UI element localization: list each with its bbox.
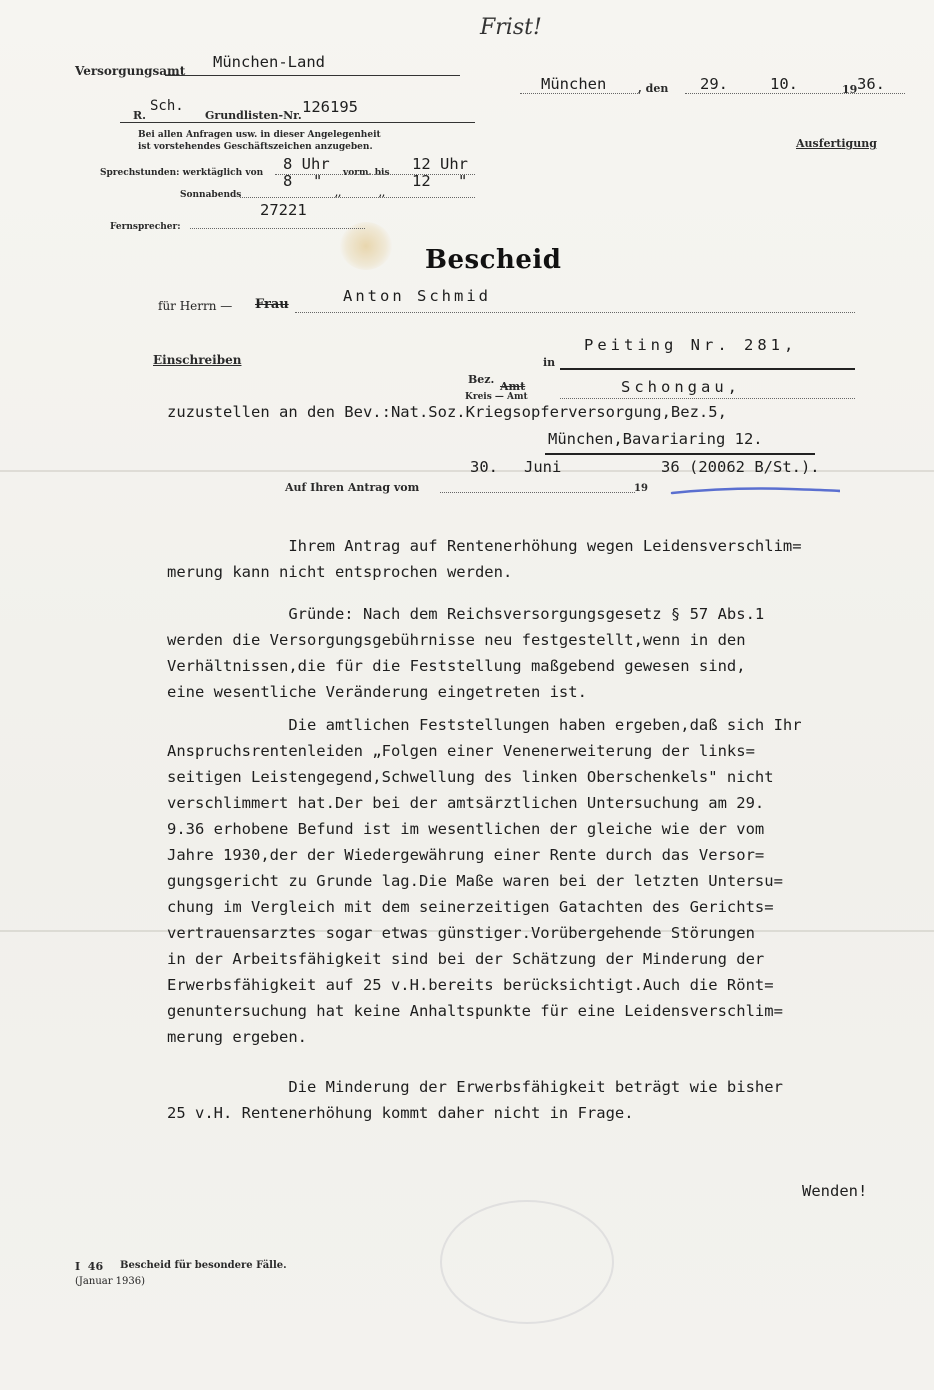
den-label: , den (638, 82, 669, 95)
body-line: eine wesentliche Veränderung eingetreten ist. (167, 683, 587, 701)
note-line-2: ist vorstehendes Geschäftszeichen anzugeben. (138, 142, 373, 152)
blue-pencil-underline (670, 481, 840, 497)
recipient-name: Anton Schmid (343, 287, 491, 305)
recipient-dotline (295, 312, 855, 313)
hour-to-2: 12 (412, 172, 431, 190)
handwritten-note: Frist! (480, 15, 542, 40)
body-line: Erwerbsfähigkeit auf 25 v.H.bereits berücksichtigt.Auch die Rönt= (167, 976, 774, 994)
ditto-mark-2: " (458, 172, 468, 190)
fuer-herrn-label: für Herrn — (158, 299, 233, 313)
body-line: verschlimmert hat.Der bei der amtsärztlichen Untersuchung am 29. (167, 794, 765, 812)
grundlisten-label: Grundlisten-Nr. (205, 109, 302, 122)
hours-dotline-2 (240, 197, 475, 198)
amt-struck: Amt (500, 380, 526, 393)
antrag-month: Juni (524, 458, 562, 476)
antrag-dotline (440, 492, 635, 493)
antrag-label: Auf Ihren Antrag vom (285, 481, 420, 494)
body-line: werden die Versorgungsgebührnisse neu festgestellt,wenn in den (167, 631, 746, 649)
hours-dotline-1 (275, 174, 475, 175)
date-month: 10. (770, 75, 798, 93)
fernsprecher-number: 27221 (260, 201, 307, 219)
year-prefix: 19 (842, 83, 858, 96)
ref-sch: Sch. (150, 98, 184, 114)
wenden-label: Wenden! (802, 1182, 868, 1200)
body-line: gungsgericht zu Grunde lag.Die Maße waren bei der letzten Untersu= (167, 872, 783, 890)
sonnabends-label: Sonnabends (180, 190, 242, 200)
note-line-1: Bei allen Anfragen usw. in dieser Angelegenheit (138, 130, 381, 140)
vorm-bis-label: vorm. bis (343, 168, 390, 178)
faded-stamp (440, 1200, 614, 1324)
ausfertigung-label: Ausfertigung (796, 137, 877, 150)
hour-from-2: 8 (283, 172, 293, 190)
body-line: seitigen Leistengegend,Schwellung des linken Oberschenkels" nicht (167, 768, 774, 786)
zustellen-line: zuzustellen an den Bev.:Nat.Soz.Kriegsopferversorgung,Bez.5, (167, 403, 727, 421)
city-dotline (520, 93, 640, 94)
body-line: Verhältnissen,die für die Feststellung maßgebend gewesen sind, (167, 657, 746, 675)
year-suffix: 36. (857, 75, 885, 93)
kreis-amt-label: Kreis — Amt (465, 392, 528, 402)
grundlisten-number: 126195 (302, 98, 358, 116)
office-underline (165, 75, 460, 76)
date-dotline (685, 93, 905, 94)
address-underline (545, 453, 815, 455)
body-line: Ihrem Antrag auf Rentenerhöhung wegen Leidensverschlim= (167, 537, 802, 555)
body-line: Gründe: Nach dem Reichsversorgungsgesetz § 57 Abs.1 (167, 605, 765, 623)
document-title: Bescheid (425, 245, 562, 275)
body-line: 25 v.H. Rentenerhöhung kommt daher nicht in Frage. (167, 1104, 634, 1122)
body-line: Die amtlichen Feststellungen haben ergeben,daß sich Ihr (167, 716, 802, 734)
in-label: in (543, 356, 556, 369)
fernsprecher-dotline (190, 228, 365, 229)
einschreiben-label: Einschreiben (153, 353, 242, 367)
body-line: Die Minderung der Erwerbsfähigkeit beträgt wie bisher (167, 1078, 783, 1096)
body-line: genuntersuchung hat keine Anhaltspunkte für eine Leidensverschlim= (167, 1002, 783, 1020)
body-line: chung im Vergleich mit dem seinerzeitigen Gatachten des Gerichts= (167, 898, 774, 916)
antrag-day: 30. (470, 458, 498, 476)
ref-r: R. (133, 109, 146, 122)
place-name: Peiting Nr. 281, (584, 336, 798, 354)
antrag-year-prefix: 19 (634, 483, 648, 494)
body-line: in der Arbeitsfähigkeit sind bei der Schätzung der Minderung der (167, 950, 765, 968)
fernsprecher-label: Fernsprecher: (110, 222, 181, 232)
paper-stain (340, 222, 392, 270)
place-underline (560, 368, 855, 370)
sprechstunden-label: Sprechstunden: werktäglich von (100, 168, 264, 178)
body-line: Jahre 1930,der der Wiedergewährung einer Rente durch das Versor= (167, 846, 765, 864)
office-name: München-Land (213, 53, 325, 71)
district-dotline (560, 398, 855, 399)
date-day: 29. (700, 75, 728, 93)
form-title: Bescheid für besondere Fälle. (120, 1260, 287, 1271)
bez-label: Bez. (468, 373, 495, 386)
district-name: Schongau, (621, 378, 741, 396)
letter-city: München (541, 75, 607, 93)
hour-to-1: 12 Uhr (412, 155, 468, 173)
address-line: München,Bavariaring 12. (548, 430, 763, 448)
ditto-mark-1: " (313, 172, 323, 190)
body-line: merung kann nicht entsprochen werden. (167, 563, 513, 581)
sonnabends-ditto: ,, ,, (335, 189, 386, 199)
frau-struck: Frau (255, 297, 289, 312)
body-line: vertrauensarztes sogar etwas günstiger.Vorübergehende Störungen (167, 924, 755, 942)
form-number: I 46 (75, 1260, 104, 1273)
antrag-year: 36 (20062 B/St.). (661, 458, 820, 476)
body-line: 9.36 erhobene Befund ist im wesentlichen der gleiche wie der vom (167, 820, 765, 838)
body-line: merung ergeben. (167, 1028, 307, 1046)
ref-underline (120, 122, 475, 123)
office-label: Versorgungsamt (75, 64, 186, 78)
body-line: Anspruchsrentenleiden „Folgen einer Venenerweiterung der links= (167, 742, 755, 760)
hour-from-1: 8 Uhr (283, 155, 330, 173)
form-date: (Januar 1936) (75, 1276, 146, 1287)
